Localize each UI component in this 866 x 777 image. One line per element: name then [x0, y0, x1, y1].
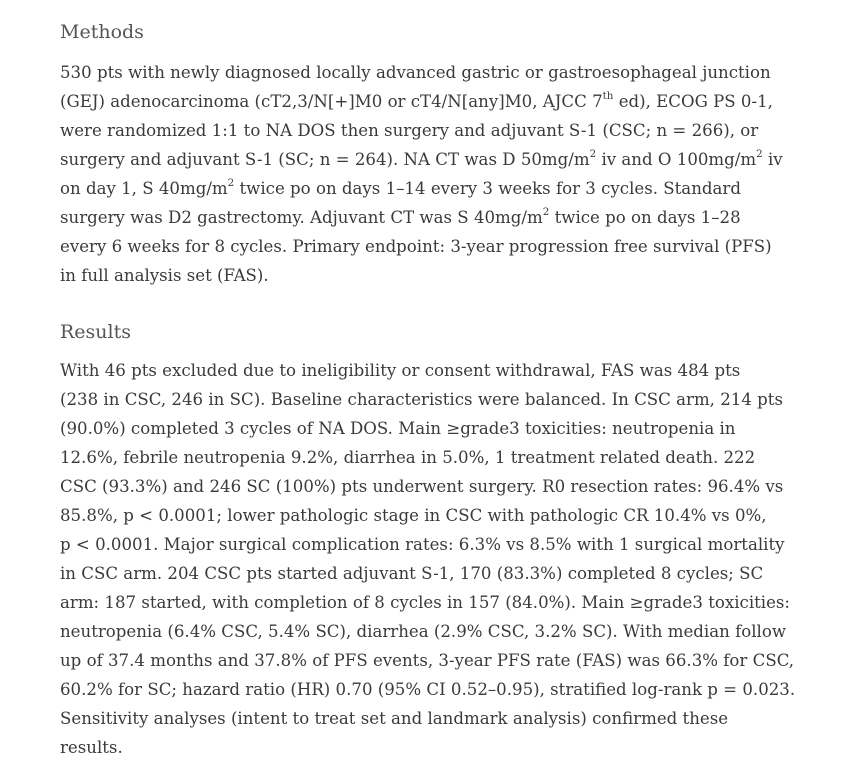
- results-paragraph: [60, 356, 860, 762]
- superscript: 2: [542, 205, 550, 218]
- text-line: [60, 414, 860, 443]
- text-run: surgery and adjuvant S-1 (SC; n = 264). NA CT was D 50mg/m: [60, 150, 590, 169]
- text-line: [60, 385, 860, 414]
- text-line: [60, 203, 860, 232]
- text-run: With 46 pts excluded due to ineligibility or consent withdrawal, FAS was 484 pts: [60, 361, 741, 380]
- text-run: every 6 weeks for 8 cycles. Primary endpoint: 3-year progression free survival (PFS): [60, 237, 772, 256]
- text-line: [60, 261, 860, 290]
- text-line: [60, 116, 860, 145]
- text-line: [60, 443, 860, 472]
- text-line: [60, 501, 860, 530]
- text-run: in full analysis set (FAS).: [60, 266, 269, 285]
- superscript: 2: [227, 176, 235, 189]
- text-run: twice po on days 1–14 every 3 weeks for 3 cycles. Standard: [234, 179, 741, 198]
- text-run: Sensitivity analyses (intent to treat set and landmark analysis) confirmed these: [60, 709, 729, 728]
- text-run: twice po on days 1–28: [549, 208, 741, 227]
- text-line: [60, 675, 860, 704]
- text-run: ed), ECOG PS 0-1,: [613, 92, 773, 111]
- text-line: [60, 472, 860, 501]
- methods-heading: Methods: [60, 21, 144, 43]
- text-run: surgery was D2 gastrectomy. Adjuvant CT was S 40mg/m: [60, 208, 543, 227]
- text-run: (238 in CSC, 246 in SC). Baseline characteristics were balanced. In CSC arm, 214 pts: [60, 390, 783, 409]
- text-run: in CSC arm. 204 CSC pts started adjuvant S-1, 170 (83.3%) completed 8 cycles; SC: [60, 564, 764, 583]
- text-run: 85.8%, p < 0.0001; lower pathologic stage in CSC with pathologic CR 10.4% vs 0%,: [60, 506, 767, 525]
- text-line: [60, 559, 860, 588]
- text-run: up of 37.4 months and 37.8% of PFS events, 3-year PFS rate (FAS) was 66.3% for CSC,: [60, 651, 795, 670]
- superscript: 2: [589, 147, 597, 160]
- text-line: [60, 232, 860, 261]
- text-run: iv and O 100mg/m: [596, 150, 757, 169]
- text-line: [60, 617, 860, 646]
- text-line: [60, 588, 860, 617]
- text-run: results.: [60, 738, 123, 757]
- text-run: CSC (93.3%) and 246 SC (100%) pts underwent surgery. R0 resection rates: 96.4% vs: [60, 477, 784, 496]
- text-run: 530 pts with newly diagnosed locally advanced gastric or gastroesophageal junction: [60, 63, 771, 82]
- text-line: [60, 530, 860, 559]
- text-run: (90.0%) completed 3 cycles of NA DOS. Main ≥grade3 toxicities: neutropenia in: [60, 419, 736, 438]
- text-run: arm: 187 started, with completion of 8 cycles in 157 (84.0%). Main ≥grade3 toxicities:: [60, 593, 791, 612]
- text-line: [60, 87, 860, 116]
- text-line: [60, 733, 860, 762]
- text-line: [60, 58, 860, 87]
- text-line: [60, 174, 860, 203]
- text-run: on day 1, S 40mg/m: [60, 179, 228, 198]
- results-heading: Results: [60, 321, 131, 343]
- text-run: p < 0.0001. Major surgical complication rates: 6.3% vs 8.5% with 1 surgical mortality: [60, 535, 785, 554]
- text-line: [60, 704, 860, 733]
- text-run: 12.6%, febrile neutropenia 9.2%, diarrhea in 5.0%, 1 treatment related death. 222: [60, 448, 756, 467]
- text-line: [60, 145, 860, 174]
- text-run: iv: [762, 150, 783, 169]
- text-line: [60, 356, 860, 385]
- methods-paragraph: [60, 58, 860, 290]
- text-run: were randomized 1:1 to NA DOS then surgery and adjuvant S-1 (CSC; n = 266), or: [60, 121, 759, 140]
- superscript: th: [602, 89, 614, 102]
- text-run: 60.2% for SC; hazard ratio (HR) 0.70 (95% CI 0.52–0.95), stratified log-rank p = 0.023.: [60, 680, 796, 699]
- superscript: 2: [756, 147, 763, 160]
- text-run: neutropenia (6.4% CSC, 5.4% SC), diarrhea (2.9% CSC, 3.2% SC). With median follow: [60, 622, 787, 641]
- text-run: (GEJ) adenocarcinoma (cT2,3/N[+]M0 or cT4/N[any]M0, AJCC 7: [60, 92, 603, 111]
- text-line: [60, 646, 860, 675]
